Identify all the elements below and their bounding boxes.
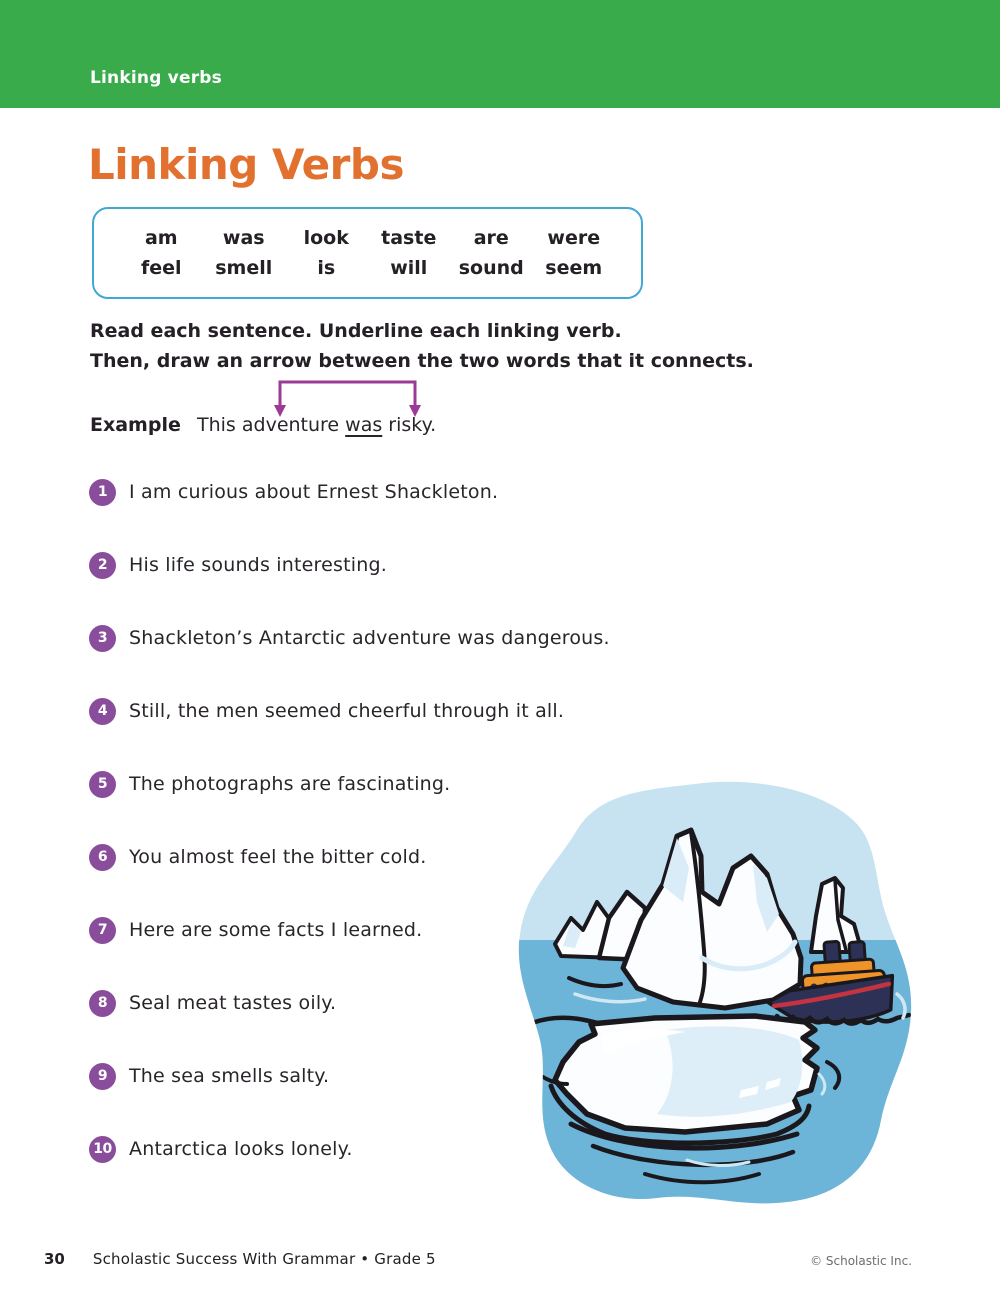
item-number-badge: 6 — [89, 844, 116, 871]
item-number-badge: 3 — [89, 625, 116, 652]
word-box-row-2 — [120, 257, 615, 279]
item-number-badge: 9 — [89, 1063, 116, 1090]
header-topic-label: Linking verbs — [90, 68, 222, 88]
item-sentence: I am curious about Ernest Shackleton. — [129, 481, 499, 503]
linking-verb-word: feel — [140, 257, 182, 279]
word-box-row-1 — [120, 227, 615, 249]
linking-verb-word: was — [222, 227, 265, 249]
example-sentence-post: risky. — [382, 414, 437, 436]
item-number-badge: 4 — [89, 698, 116, 725]
item-sentence: Still, the men seemed cheerful through it all. — [129, 700, 565, 722]
list-item — [89, 843, 426, 871]
linking-verb-word: am — [144, 227, 178, 249]
linking-verb-word: smell — [215, 257, 273, 279]
list-item — [89, 697, 564, 725]
linking-verb-word: were — [547, 227, 601, 249]
linking-verb-word: taste — [381, 227, 437, 249]
list-item — [89, 1135, 353, 1163]
footer — [44, 1250, 436, 1268]
item-sentence: The photographs are fascinating. — [129, 773, 451, 795]
item-sentence: The sea smells salty. — [129, 1065, 330, 1087]
linking-verb-word: look — [303, 227, 349, 249]
item-sentence: Antarctica looks lonely. — [129, 1138, 353, 1160]
item-number-badge: 8 — [89, 990, 116, 1017]
example-sentence-pre: This adventure — [197, 414, 346, 436]
footer-book-title: Scholastic Success With Grammar • Grade 5 — [92, 1250, 436, 1268]
footer-copyright: © Scholastic Inc. — [810, 1254, 912, 1268]
item-number-badge: 10 — [89, 1136, 116, 1163]
item-sentence: His life sounds interesting. — [129, 554, 387, 576]
list-item — [89, 478, 498, 506]
list-item — [89, 916, 422, 944]
floe-shade — [657, 1026, 802, 1116]
list-item — [89, 624, 610, 652]
example-row — [90, 414, 437, 436]
header-band — [0, 0, 1000, 108]
linking-verb-word: seem — [545, 257, 603, 279]
linking-verbs-word-box — [92, 207, 643, 299]
example-connector-arrow — [272, 376, 424, 418]
instruction-line-1: Read each sentence. Underline each linking verb. — [90, 320, 622, 342]
example-label: Example — [90, 414, 181, 436]
item-number-badge: 2 — [89, 552, 116, 579]
linking-verb-word: sound — [458, 257, 524, 279]
page-number: 30 — [44, 1250, 65, 1268]
instruction-line-2: Then, draw an arrow between the two words that it connects. — [90, 350, 754, 372]
list-item — [89, 1062, 329, 1090]
instructions — [90, 316, 754, 376]
item-number-badge: 5 — [89, 771, 116, 798]
item-sentence: You almost feel the bitter cold. — [129, 846, 427, 868]
example-sentence — [197, 414, 436, 436]
list-item — [89, 551, 387, 579]
item-number-badge: 7 — [89, 917, 116, 944]
list-item — [89, 989, 336, 1017]
item-sentence: Seal meat tastes oily. — [129, 992, 337, 1014]
example-underlined-verb: was — [345, 414, 383, 436]
item-sentence: Here are some facts I learned. — [129, 919, 423, 941]
linking-verb-word: are — [473, 227, 509, 249]
linking-verb-word: will — [390, 257, 428, 279]
item-sentence: Shackleton’s Antarctic adventure was dangerous. — [129, 627, 610, 649]
list-item — [89, 770, 450, 798]
iceberg-scene-illustration — [505, 772, 920, 1212]
item-number-badge: 1 — [89, 479, 116, 506]
linking-verb-word: is — [317, 257, 336, 279]
page-title: Linking Verbs — [88, 140, 404, 189]
